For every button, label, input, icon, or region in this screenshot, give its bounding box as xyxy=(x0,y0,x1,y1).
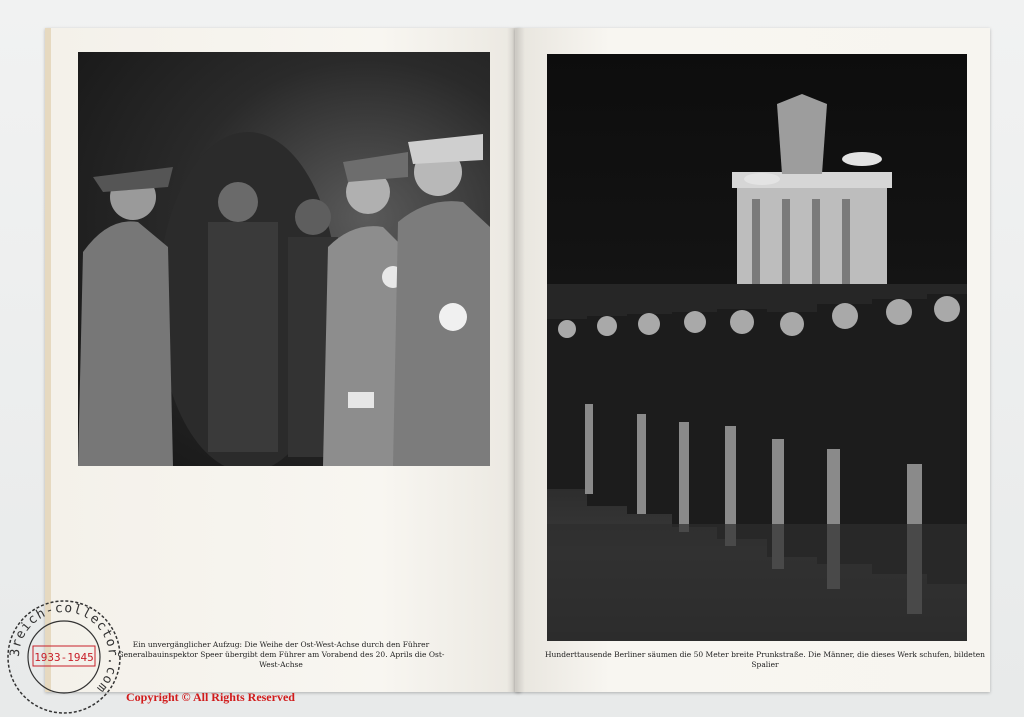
open-book xyxy=(45,28,990,692)
right-caption: Hunderttausende Berliner säumen die 50 Meter breite Prunkstraße. Die Männer, die dieses Werk schufen, bildeten Spalier xyxy=(545,650,985,669)
stamp-years: 1933-1945 xyxy=(34,651,94,664)
left-caption: Ein unvergänglicher Aufzug: Die Weihe der Ost-West-Achse durch den Führer Generalbauinspektor Speer übergibt dem Führer am Vorabend des 20. Aprils die Ost-West-Achse xyxy=(117,640,445,669)
watermark-stamp xyxy=(5,598,123,716)
left-photo xyxy=(78,52,490,466)
svg-text:3reich-collector.com xyxy=(8,601,120,696)
book-gutter xyxy=(507,28,525,692)
right-photo-illustration xyxy=(547,54,967,641)
left-photo-illustration xyxy=(78,52,490,466)
right-page xyxy=(515,28,990,692)
stamp-ring-text: 3reich-collector.com xyxy=(7,600,121,697)
left-page xyxy=(45,28,521,692)
right-photo xyxy=(547,54,967,641)
copyright-notice: Copyright © All Rights Reserved xyxy=(126,690,295,704)
